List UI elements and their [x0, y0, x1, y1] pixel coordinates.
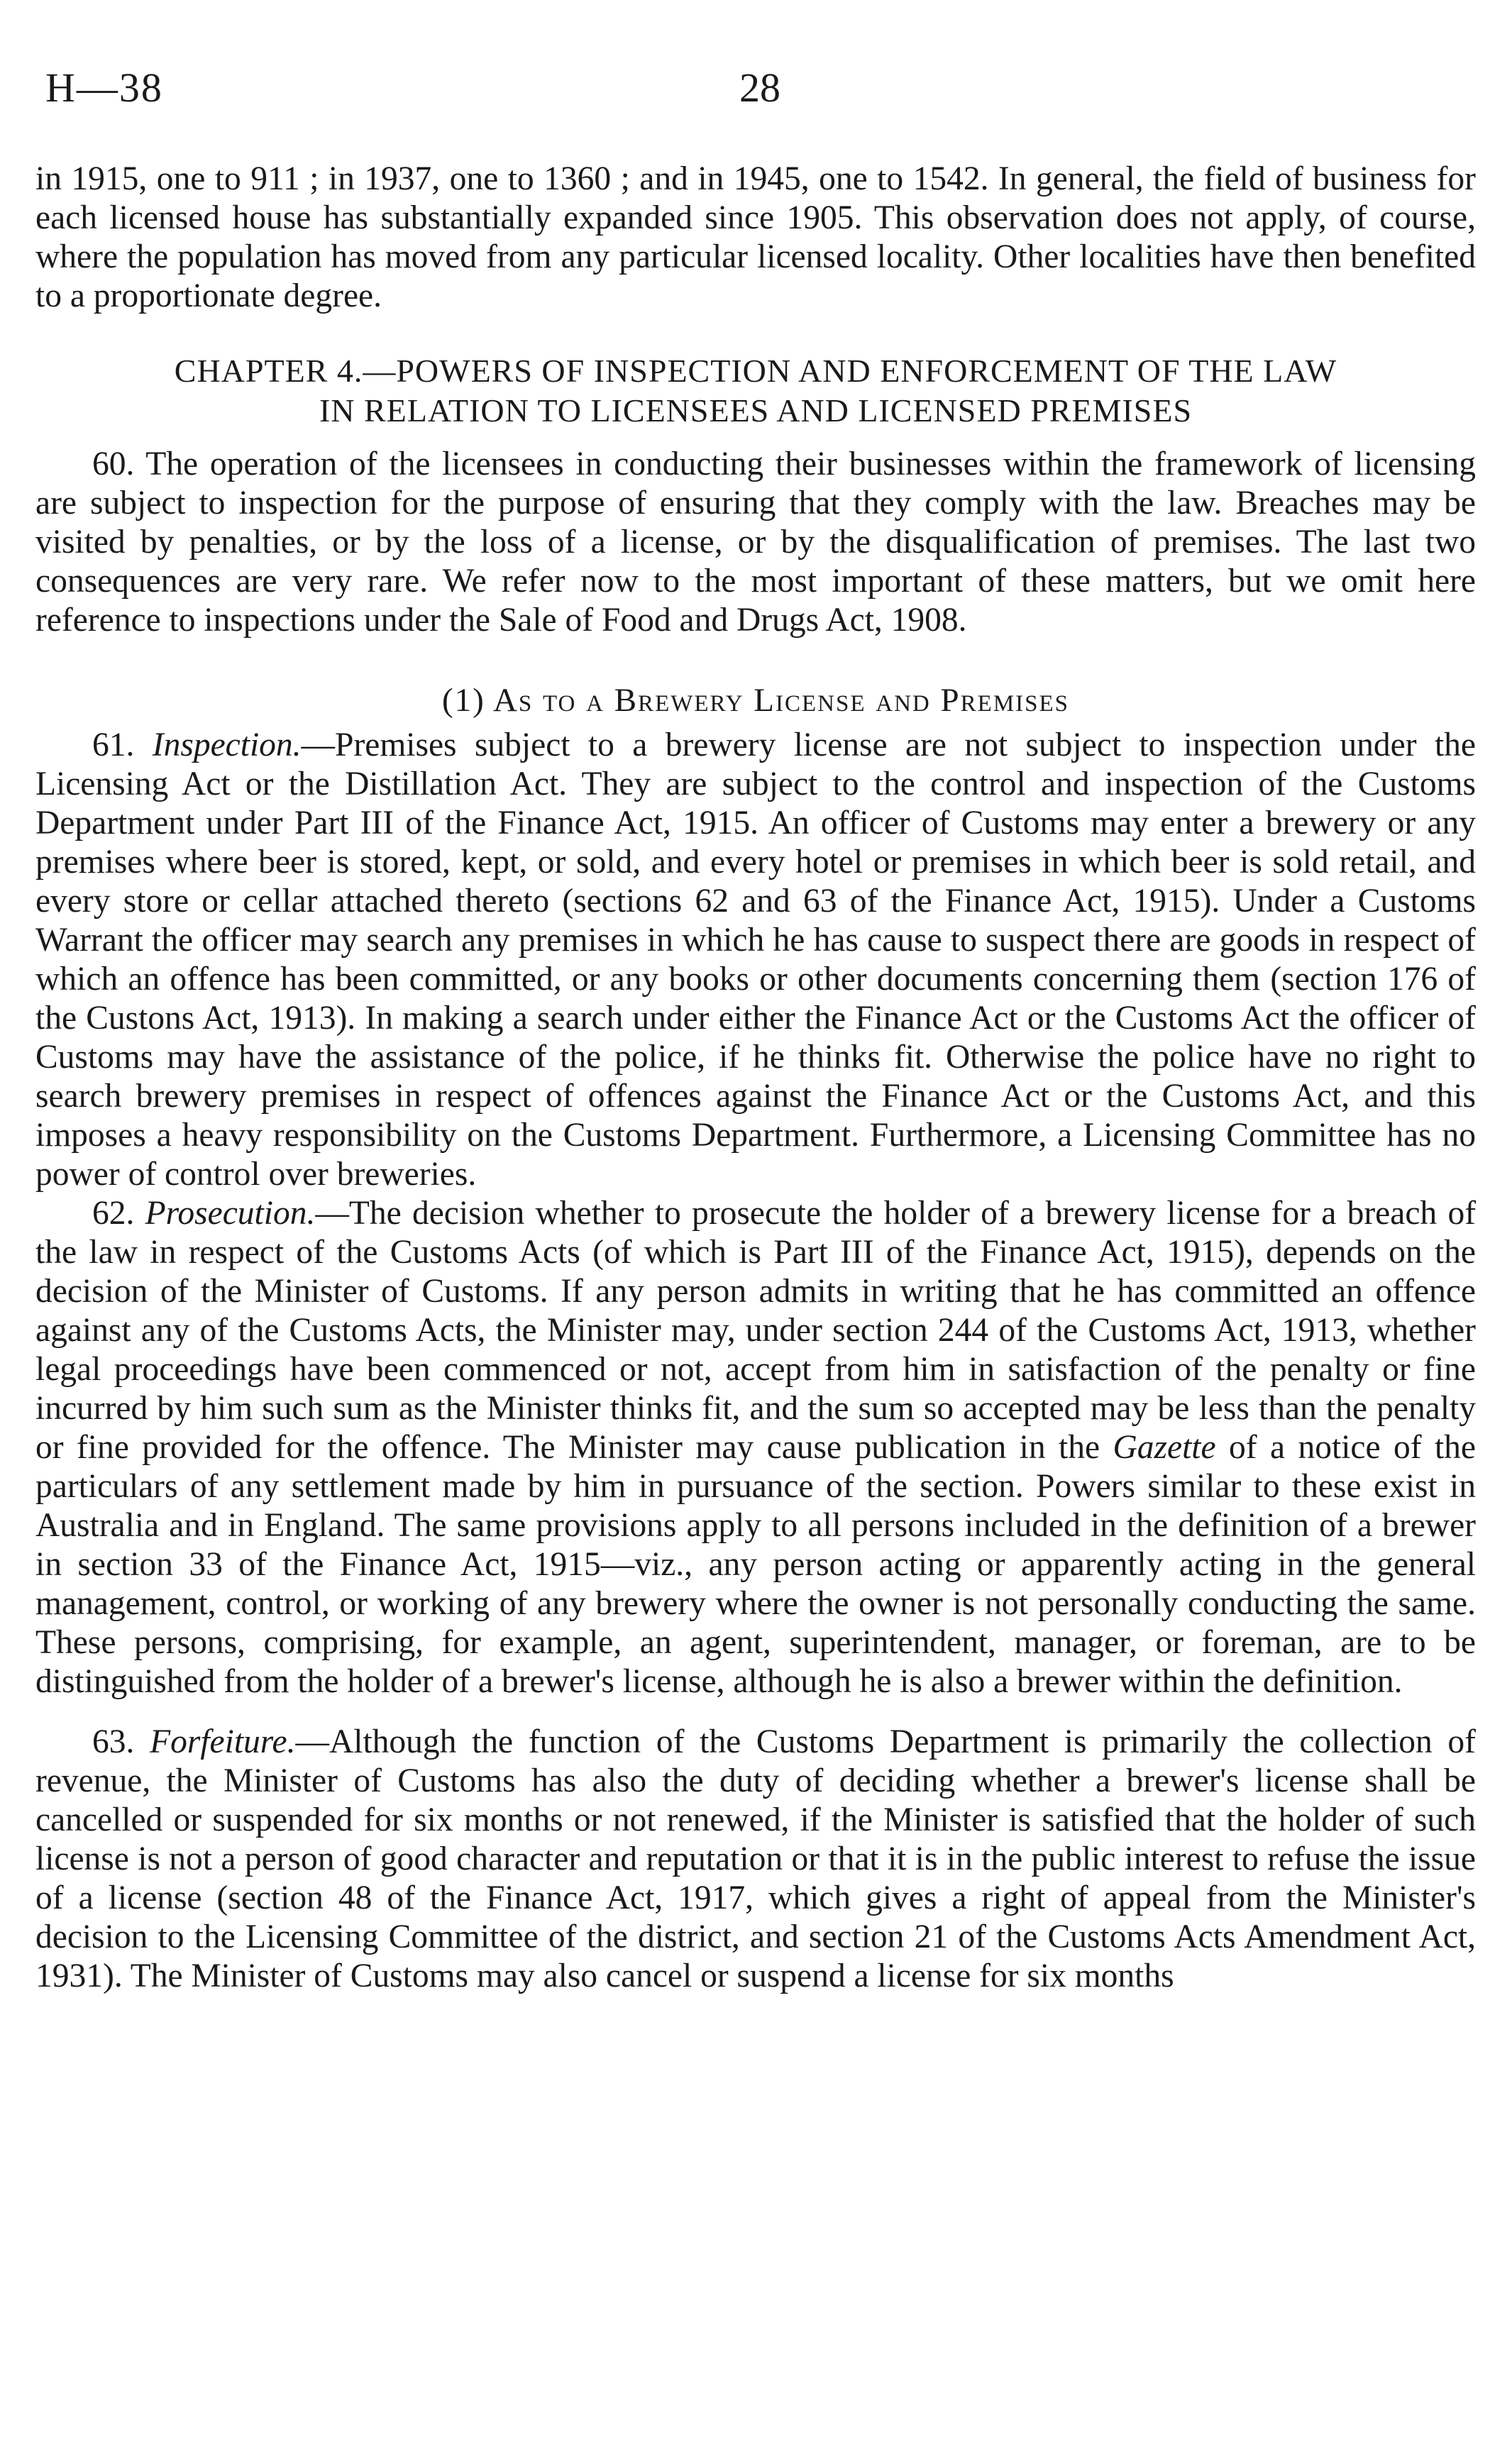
paragraph-61-number: 61. — [92, 727, 135, 763]
paragraph-60: 60. The operation of the licensees in conducting their businesses within the framework of licensing are subject to inspection for the purpose of ensuring that they comply with the law. Breaches may be visited by penalties, or by the loss of a license, or by the disqualification of premises. The last two consequences are very rare. We refer now to the most important of these matters, but we omit here reference to inspections under the Sale of Food and Drugs Act, 1908. — [35, 446, 1476, 639]
paragraph-61-text: —Premises subject to a brewery license are not subject to inspection under the Licensing Act or the Distillation Act. They are subject to the control and inspection of the Customs Department under Part III of the Finance Act, 1915. An officer of Customs may enter a brewery or any premises where beer is stored, kept, or sold, and every hotel or premises in which beer is sold retail, and every store or cellar attached thereto (sections 62 and 63 of the Finance Act, 1915). Under a Customs Warrant the officer may search any premises in which he has cause to suspect there are goods in respect of which an offence has been committed, or any books or other documents concerning them (section 176 of the Custons Act, 1913). In making a search under either the Finance Act or the Customs Act the officer of Customs may have the assistance of the police, if he thinks fit. Otherwise the police have no right to search brewery premises in respect of offences against the Finance Act or the Customs Act, and this imposes a heavy responsibility on the Customs Department. Furthermore, a Licensing Committee has no power of control over breweries. — [35, 727, 1476, 1193]
paragraph-62-text-b: of a notice of the particulars of any settlement made by him in pursuance of the section. Powers similar to these exist in Australia and in England. The same provisions apply to all persons included in the definition of a brewer in section 33 of the Finance Act, 1915—viz., any person acting or apparently acting in the general management, control, or working of any brewery where the owner is not personally conducting the same. These persons, comprising, for example, an agent, superintendent, manager, or foreman, are to be distinguished from the holder of a brewer's license, although he is also a brewer within the definition. — [35, 1429, 1476, 1700]
paragraph-62 — [35, 1194, 1476, 1701]
intro-paragraph: in 1915, one to 911 ; in 1937, one to 1360 ; and in 1945, one to 1542. In general, the field of business for each licensed house has substantially expanded since 1905. This observation does not apply, of course, where the population has moved from any particular licensed locality. Other localities have then benefited to a proportionate degree. — [35, 160, 1476, 314]
paragraph-61-title: Inspection. — [152, 727, 302, 763]
paragraph-61 — [35, 726, 1476, 1194]
paragraph-63-text: —Although the function of the Customs Department is primarily the collection of revenue, the Minister of Customs has also the duty of deciding whether a brewer's license shall be cancelled or suspended for six months or not renewed, if the Minister is satisfied that the holder of such license is not a person of good character and reputation or that it is in the public interest to refuse the issue of a license (section 48 of the Finance Act, 1917, which gives a right of appeal from the Minister's decision to the Licensing Committee of the district, and section 21 of the Customs Acts Amendment Act, 1931). The Minister of Customs may also cancel or suspend a license for six months — [35, 1723, 1477, 1994]
section-heading: (1) As to a Brewery License and Premises — [441, 682, 1070, 719]
paragraph-63 — [35, 1723, 1476, 1996]
chapter-heading-line-2: IN RELATION TO LICENSEES AND LICENSED PREMISES — [319, 392, 1193, 429]
paragraph-62-title: Prosecution. — [145, 1195, 316, 1232]
paragraph-63-number: 63. — [92, 1723, 135, 1760]
paragraph-62-text-a: —The decision whether to prosecute the holder of a brewery license for a breach of the law in respect of the Customs Acts (of which is Part III of the Finance Act, 1915), depends on the decision of the Minister of Customs. If any person admits in writing that he has committed an offence against any of the Customs Acts, the Minister may, under section 244 of the Customs Act, 1913, whether legal proceedings have been commenced or not, accept from him in satisfaction of the penalty or fine incurred by him such sum as the Minister thinks fit, and the sum so accepted may be less than the penalty or fine provided for the offence. The Minister may cause publication in the — [35, 1195, 1477, 1466]
paragraph-63-title: Forfeiture. — [150, 1723, 296, 1760]
chapter-heading-line-1: CHAPTER 4.—POWERS OF INSPECTION AND ENFORCEMENT OF THE LAW — [174, 353, 1337, 389]
page-number: 28 — [739, 65, 780, 111]
page-header — [35, 64, 1476, 121]
page-body — [35, 160, 1476, 1996]
document-reference: H—38 — [45, 65, 163, 111]
chapter-heading — [35, 351, 1476, 431]
paragraph-62-number: 62. — [92, 1195, 135, 1232]
gazette-reference: Gazette — [1113, 1429, 1216, 1466]
